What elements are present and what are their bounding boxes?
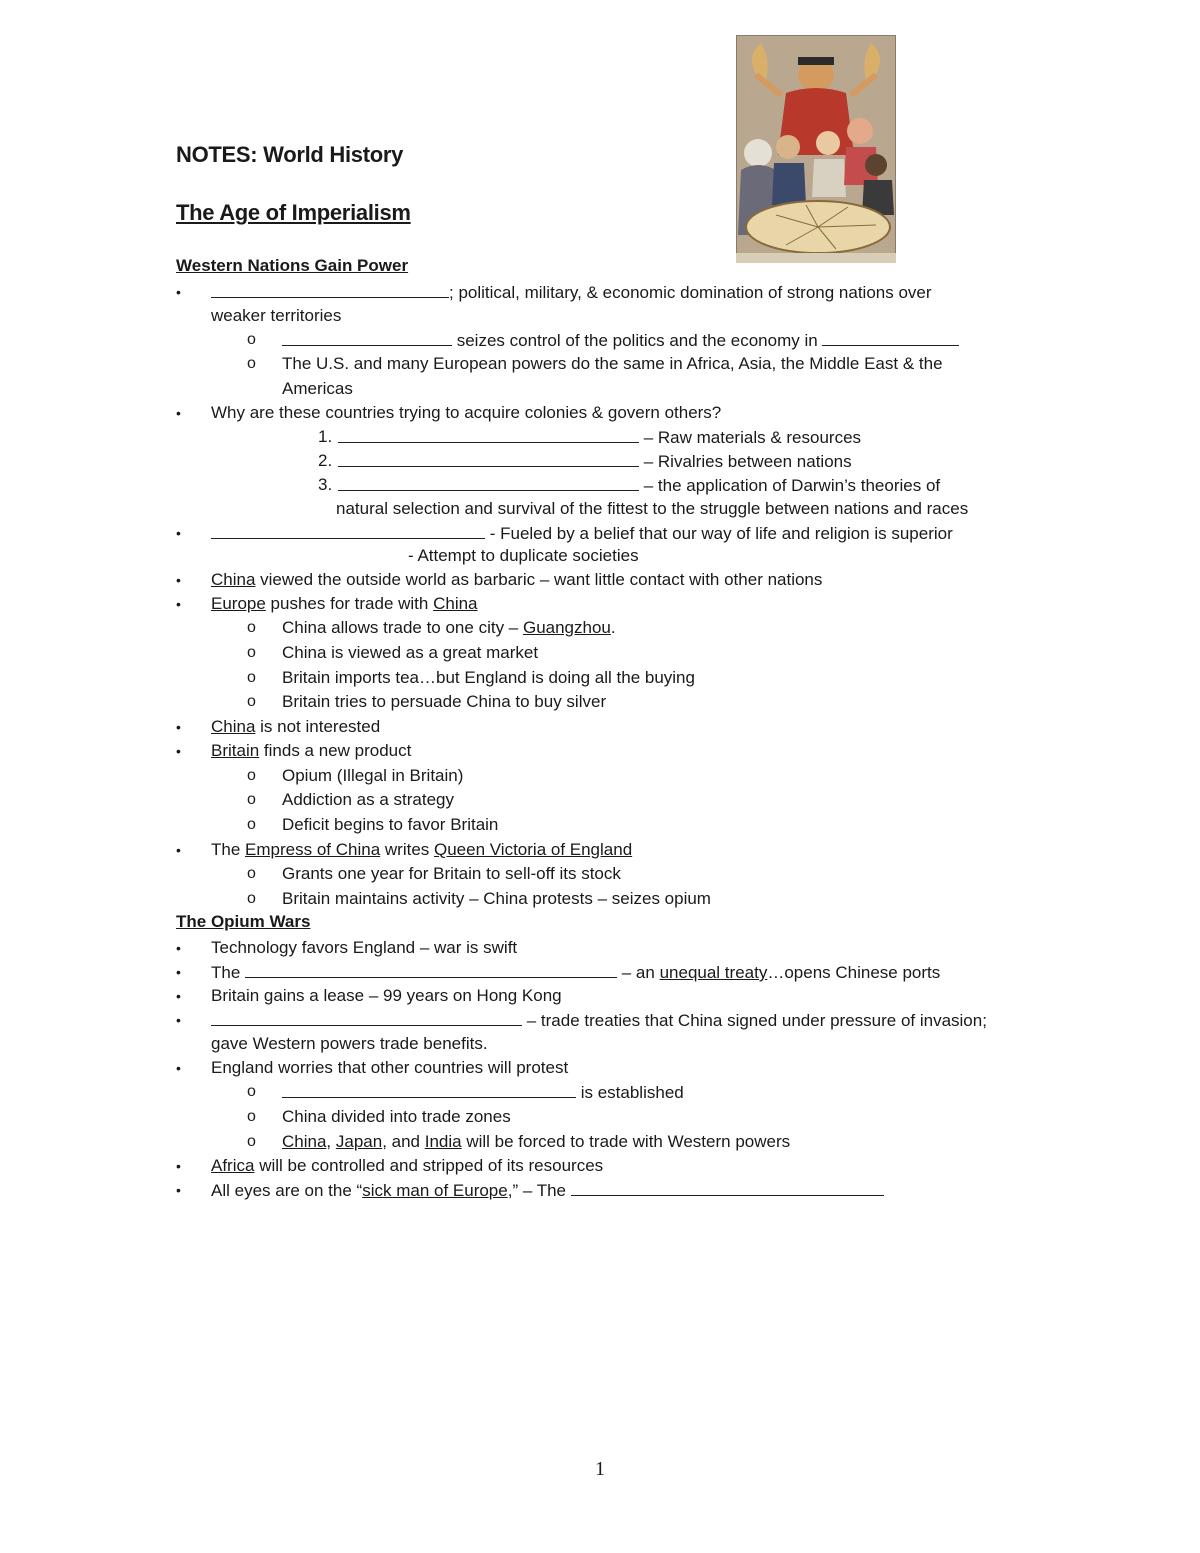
list-item: Technology favors England – war is swift	[211, 938, 518, 957]
list-item-continuation: weaker territories	[211, 306, 342, 325]
fill-in-blank[interactable]	[211, 281, 449, 298]
sub-list-item-continuation: Americas	[282, 379, 353, 398]
fill-in-blank[interactable]	[338, 426, 639, 443]
list-item-continuation: - Attempt to duplicate societies	[408, 546, 639, 565]
bullet-glyph: •	[176, 842, 181, 858]
sub-list-item: The U.S. and many European powers do the same in Africa, Asia, the Middle East & the	[282, 354, 943, 373]
fill-in-blank[interactable]	[338, 450, 639, 467]
list-item: Britain finds a new product	[211, 741, 412, 760]
section-heading-western-nations: Western Nations Gain Power	[176, 256, 409, 275]
bullet-glyph: •	[176, 1182, 181, 1198]
sub-list-item: Britain tries to persuade China to buy silver	[282, 692, 607, 711]
political-cartoon-image	[736, 35, 896, 263]
sub-bullet-glyph: o	[247, 816, 256, 833]
sub-bullet-glyph: o	[247, 693, 256, 710]
sub-list-item: China divided into trade zones	[282, 1107, 511, 1126]
sub-bullet-glyph: o	[247, 355, 256, 372]
bullet-glyph: •	[176, 940, 181, 956]
sub-bullet-glyph: o	[247, 644, 256, 661]
sub-list-item: China is viewed as a great market	[282, 643, 539, 662]
sub-bullet-glyph: o	[247, 865, 256, 882]
list-item: Why are these countries trying to acquire colonies & govern others?	[211, 403, 722, 422]
numbered-label: 1.	[318, 427, 333, 446]
fill-in-blank[interactable]	[282, 329, 452, 346]
bullet-glyph: •	[176, 284, 181, 300]
list-item: - Fueled by a belief that our way of life and religion is superior	[211, 522, 953, 545]
list-item: Europe pushes for trade with China	[211, 594, 478, 613]
sub-bullet-glyph: o	[247, 767, 256, 784]
list-item: England worries that other countries will protest	[211, 1058, 569, 1077]
sub-list-item: is established	[282, 1081, 684, 1104]
fill-in-blank[interactable]	[211, 522, 485, 539]
sub-list-item: Opium (Illegal in Britain)	[282, 766, 464, 785]
list-item-imperialism-definition: ; political, military, & economic domination of strong nations over	[211, 281, 932, 304]
list-item: – trade treaties that China signed under pressure of invasion;	[211, 1009, 987, 1032]
sub-bullet-glyph: o	[247, 890, 256, 907]
list-item-continuation: gave Western powers trade benefits.	[211, 1034, 488, 1053]
bullet-glyph: •	[176, 1158, 181, 1174]
unit-title: The Age of Imperialism	[176, 200, 411, 225]
sub-bullet-glyph: o	[247, 1083, 256, 1100]
numbered-item-continuation: natural selection and survival of the fittest to the struggle between nations and races	[336, 499, 969, 518]
sub-list-item: Addiction as a strategy	[282, 790, 454, 809]
list-item: All eyes are on the “sick man of Europe,” – The	[211, 1179, 884, 1202]
bullet-glyph: •	[176, 525, 181, 541]
sub-bullet-glyph: o	[247, 791, 256, 808]
fill-in-blank[interactable]	[571, 1179, 884, 1196]
sub-list-item: China allows trade to one city – Guangzhou.	[282, 618, 616, 637]
fill-in-blank[interactable]	[338, 474, 639, 491]
numbered-item: – the application of Darwin’s theories of	[338, 474, 940, 497]
fill-in-blank[interactable]	[282, 1081, 576, 1098]
fill-in-blank[interactable]	[245, 961, 617, 978]
fill-in-blank[interactable]	[211, 1009, 522, 1026]
bullet-glyph: •	[176, 405, 181, 421]
bullet-glyph: •	[176, 988, 181, 1004]
fill-in-blank[interactable]	[822, 329, 959, 346]
sub-bullet-glyph: o	[247, 619, 256, 636]
numbered-item: – Rivalries between nations	[338, 450, 852, 473]
bullet-glyph: •	[176, 964, 181, 980]
section-heading-opium-wars: The Opium Wars	[176, 912, 311, 931]
list-item: Britain gains a lease – 99 years on Hong Kong	[211, 986, 562, 1005]
page-number: 1	[595, 1458, 605, 1480]
list-item: The – an unequal treaty…opens Chinese ports	[211, 963, 941, 982]
numbered-item: – Raw materials & resources	[338, 426, 861, 449]
bullet-glyph: •	[176, 1012, 181, 1028]
sub-list-item: Britain imports tea…but England is doing all the buying	[282, 668, 695, 687]
sub-list-item: Britain maintains activity – China protests – seizes opium	[282, 889, 711, 908]
list-item: China is not interested	[211, 717, 381, 736]
bullet-glyph: •	[176, 1060, 181, 1076]
notes-title: NOTES: World History	[176, 142, 404, 167]
numbered-label: 3.	[318, 475, 333, 494]
sub-bullet-glyph: o	[247, 1133, 256, 1150]
list-item: Africa will be controlled and stripped of its resources	[211, 1156, 604, 1175]
sub-list-item: China, Japan, and India will be forced to trade with Western powers	[282, 1132, 791, 1151]
sub-bullet-glyph: o	[247, 331, 256, 348]
list-item: The Empress of China writes Queen Victoria of England	[211, 840, 633, 859]
sub-list-item: Grants one year for Britain to sell-off its stock	[282, 864, 621, 883]
bullet-glyph: •	[176, 572, 181, 588]
bullet-glyph: •	[176, 743, 181, 759]
sub-list-item: seizes control of the politics and the economy in	[282, 329, 959, 352]
bullet-glyph: •	[176, 596, 181, 612]
list-item: China viewed the outside world as barbaric – want little contact with other nations	[211, 570, 823, 589]
numbered-label: 2.	[318, 451, 333, 470]
sub-bullet-glyph: o	[247, 1108, 256, 1125]
bullet-glyph: •	[176, 719, 181, 735]
sub-list-item: Deficit begins to favor Britain	[282, 815, 499, 834]
sub-bullet-glyph: o	[247, 669, 256, 686]
